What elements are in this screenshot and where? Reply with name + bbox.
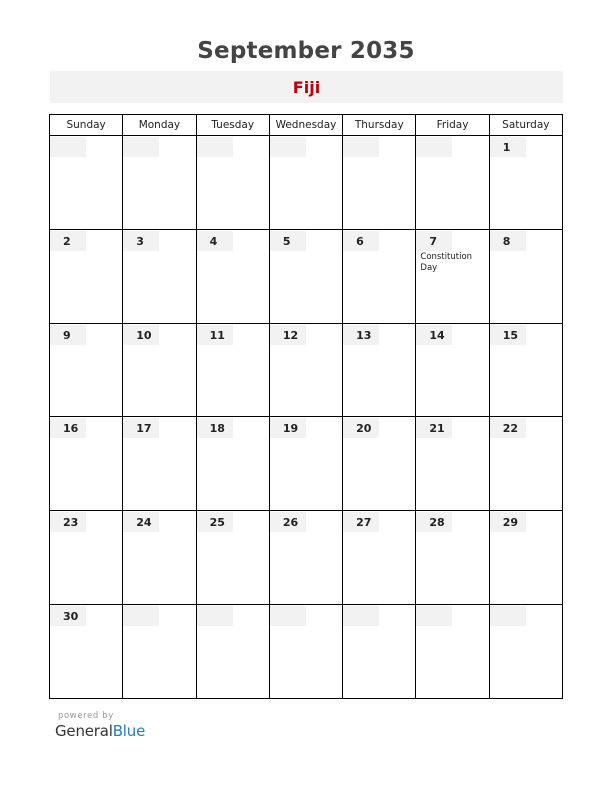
day-number: 2 — [50, 231, 86, 251]
day-number — [490, 606, 526, 626]
day-cell[interactable] — [50, 511, 123, 605]
day-cell[interactable] — [269, 417, 342, 511]
day-cell[interactable] — [269, 136, 342, 230]
day-cell[interactable] — [416, 605, 489, 699]
day-cell[interactable] — [416, 511, 489, 605]
calendar-week-row — [50, 511, 563, 605]
day-number: 20 — [343, 418, 379, 438]
day-number: 30 — [50, 606, 86, 626]
day-number — [416, 606, 452, 626]
day-cell[interactable] — [343, 511, 416, 605]
day-cell[interactable] — [196, 136, 269, 230]
day-cell[interactable] — [416, 417, 489, 511]
day-number: 14 — [416, 325, 452, 345]
day-cell[interactable] — [269, 605, 342, 699]
day-number: 7 — [416, 231, 452, 251]
day-number — [343, 606, 379, 626]
day-cell[interactable] — [269, 229, 342, 323]
day-cell[interactable] — [489, 417, 562, 511]
weekday-header-row — [50, 115, 563, 136]
day-number — [197, 606, 233, 626]
day-cell[interactable] — [489, 229, 562, 323]
day-number: 1 — [490, 137, 526, 157]
country-name: Fiji — [292, 78, 321, 97]
day-cell[interactable] — [123, 323, 196, 417]
day-number: 27 — [343, 512, 379, 532]
day-number — [50, 137, 86, 157]
day-number — [343, 137, 379, 157]
day-cell[interactable] — [50, 136, 123, 230]
country-banner — [50, 71, 563, 103]
day-number: 16 — [50, 418, 86, 438]
day-cell[interactable] — [50, 417, 123, 511]
day-number: 10 — [123, 325, 159, 345]
day-cell[interactable] — [343, 229, 416, 323]
weekday-saturday: Saturday — [489, 115, 562, 136]
day-number: 19 — [270, 418, 306, 438]
day-cell[interactable] — [123, 229, 196, 323]
day-cell[interactable] — [50, 229, 123, 323]
day-cell[interactable] — [196, 605, 269, 699]
day-cell[interactable] — [196, 417, 269, 511]
day-number: 18 — [197, 418, 233, 438]
weekday-monday: Monday — [123, 115, 196, 136]
day-cell[interactable] — [489, 323, 562, 417]
day-number: 29 — [490, 512, 526, 532]
day-number — [270, 606, 306, 626]
day-number: 6 — [343, 231, 379, 251]
day-number: 12 — [270, 325, 306, 345]
day-number: 17 — [123, 418, 159, 438]
day-number: 24 — [123, 512, 159, 532]
day-cell[interactable] — [196, 511, 269, 605]
day-number: 15 — [490, 325, 526, 345]
holiday-label: Constitution Day — [420, 251, 473, 273]
day-number: 25 — [197, 512, 233, 532]
day-cell[interactable] — [123, 511, 196, 605]
page-title: September 2035 — [197, 38, 415, 64]
day-cell[interactable] — [343, 136, 416, 230]
calendar-week-row — [50, 136, 563, 230]
day-cell[interactable] — [196, 323, 269, 417]
day-cell[interactable] — [123, 417, 196, 511]
weekday-wednesday: Wednesday — [269, 115, 342, 136]
calendar-week-row — [50, 323, 563, 417]
calendar-week-row — [50, 605, 563, 699]
calendar-grid — [49, 114, 563, 699]
brand-name-blue: Blue — [112, 722, 146, 740]
day-number: 8 — [490, 231, 526, 251]
day-cell[interactable] — [123, 136, 196, 230]
weekday-tuesday: Tuesday — [196, 115, 269, 136]
day-number: 26 — [270, 512, 306, 532]
day-cell[interactable] — [489, 511, 562, 605]
day-number — [416, 137, 452, 157]
day-number — [123, 606, 159, 626]
day-cell[interactable] — [416, 323, 489, 417]
day-number: 5 — [270, 231, 306, 251]
brand-logo[interactable] — [55, 722, 145, 740]
day-cell[interactable] — [343, 323, 416, 417]
day-number — [197, 137, 233, 157]
weekday-sunday: Sunday — [50, 115, 123, 136]
brand-name-general: General — [55, 722, 113, 740]
powered-by-text: powered by — [58, 711, 114, 721]
day-cell[interactable] — [269, 323, 342, 417]
day-cell[interactable] — [343, 417, 416, 511]
day-cell[interactable] — [416, 229, 489, 323]
day-number — [123, 137, 159, 157]
day-number: 21 — [416, 418, 452, 438]
day-number: 11 — [197, 325, 233, 345]
day-cell[interactable] — [489, 605, 562, 699]
day-cell[interactable] — [50, 605, 123, 699]
calendar-week-row — [50, 417, 563, 511]
day-cell[interactable] — [489, 136, 562, 230]
day-number — [270, 137, 306, 157]
weekday-thursday: Thursday — [343, 115, 416, 136]
day-number: 9 — [50, 325, 86, 345]
day-cell[interactable] — [416, 136, 489, 230]
day-cell[interactable] — [50, 323, 123, 417]
calendar-weeks — [50, 136, 563, 699]
calendar-week-row — [50, 229, 563, 323]
day-cell[interactable] — [343, 605, 416, 699]
day-number: 4 — [197, 231, 233, 251]
day-cell[interactable] — [269, 511, 342, 605]
day-number: 23 — [50, 512, 86, 532]
day-cell[interactable] — [196, 229, 269, 323]
day-number: 13 — [343, 325, 379, 345]
day-cell[interactable] — [123, 605, 196, 699]
day-number: 22 — [490, 418, 526, 438]
day-number: 28 — [416, 512, 452, 532]
day-number: 3 — [123, 231, 159, 251]
weekday-friday: Friday — [416, 115, 489, 136]
